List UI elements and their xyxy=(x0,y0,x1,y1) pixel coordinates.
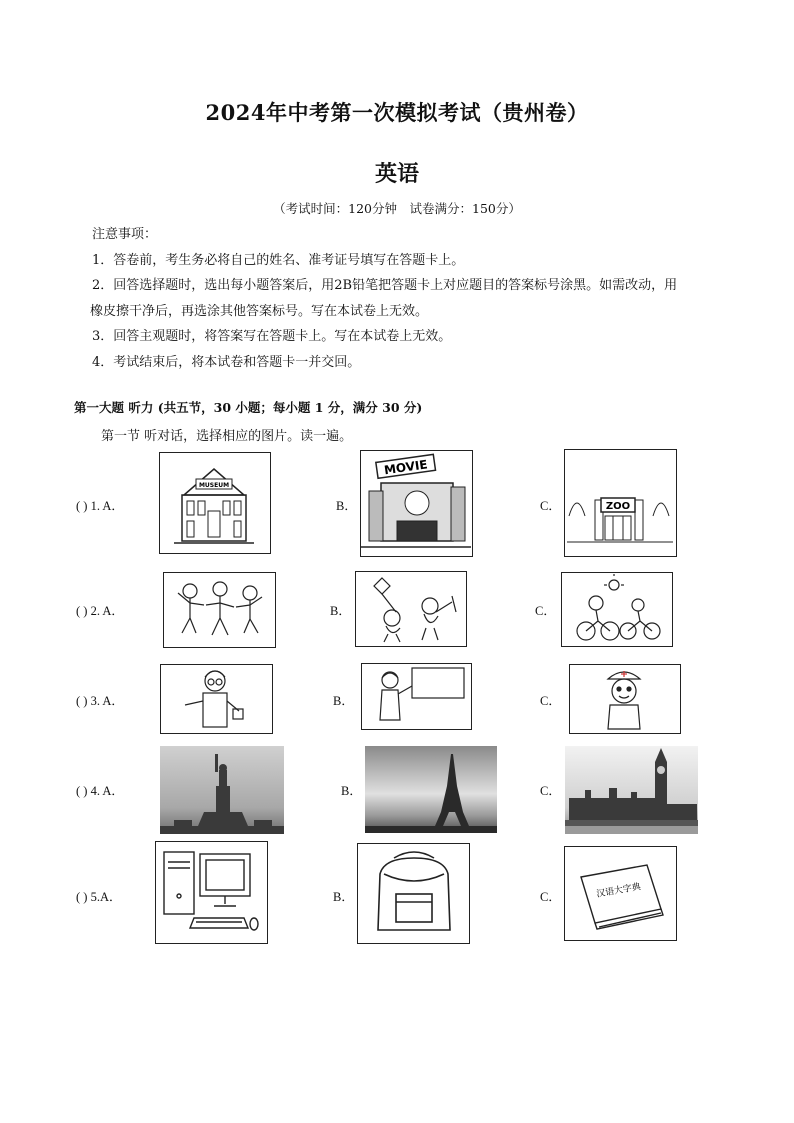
backpack-image xyxy=(357,843,470,944)
instruction-item: 1．答卷前，考生务必将自己的姓名、准考证号填写在答题卡上。 xyxy=(92,252,465,268)
instruction-item: 3．回答主观题时，将答案写在答题卡上。写在本试卷上无效。 xyxy=(92,329,452,344)
children-dancing-image xyxy=(163,572,276,648)
question-2-option-b: B． xyxy=(330,604,351,618)
museum-sign-text: MUSEUM xyxy=(198,482,230,489)
exam-title: 2024年中考第一次模拟考试（贵州卷） xyxy=(205,100,589,125)
subject-title: 英语 xyxy=(374,161,419,187)
eiffel-tower-image xyxy=(365,746,497,833)
computer-image xyxy=(155,841,268,944)
section-heading: 第一大题 听力 (共五节，30 小题；每小题 1 分，满分 30 分) xyxy=(74,400,423,415)
cinema-image xyxy=(360,450,473,557)
big-ben-image xyxy=(565,746,698,834)
exam-time-info: （考试时间：120分钟 试卷满分：150分） xyxy=(273,201,521,216)
question-3-option-b: B． xyxy=(333,694,354,708)
scientist-image xyxy=(160,664,273,734)
question-3-label: ( ) 3. A． xyxy=(76,694,124,708)
question-4-option-c: C． xyxy=(540,784,561,798)
instruction-item: 4．考试结束后，将本试卷和答题卡一并交回。 xyxy=(92,354,361,370)
question-1-option-b: B． xyxy=(336,499,357,513)
question-1-label: ( ) 1. A． xyxy=(76,499,124,513)
dictionary-image xyxy=(564,846,677,941)
question-4-label: ( ) 4. A． xyxy=(76,784,124,798)
instruction-item: 橡皮擦干净后，再选涂其他答案标号。写在本试卷上无效。 xyxy=(90,303,429,319)
question-3-option-c: C． xyxy=(540,694,561,708)
instructions xyxy=(92,222,732,375)
question-5-option-b: B． xyxy=(333,890,354,904)
instruction-item: 2．回答选择题时，选出每小题答案后，用2B铅笔把答题卡上对应题目的答案标号涂黑。如需改动，用 xyxy=(92,278,678,293)
doctor-image xyxy=(569,664,681,734)
zoo-sign-text: ZOO xyxy=(605,501,631,512)
question-2-label: ( ) 2. A． xyxy=(76,604,124,618)
question-1-option-c: C． xyxy=(540,499,561,513)
teacher-image xyxy=(361,663,472,730)
dictionary-title-text: 汉语大字典 xyxy=(595,882,642,900)
statue-of-liberty-image xyxy=(160,746,284,834)
instructions-heading: 注意事项： xyxy=(92,227,158,242)
question-5-label: ( ) 5.A． xyxy=(76,890,122,904)
riding-bikes-image xyxy=(561,572,673,647)
question-4-option-b: B． xyxy=(341,784,362,798)
section-subheading: 第一节 听对话，选择相应的图片。读一遍。 xyxy=(101,429,353,444)
museum-image xyxy=(159,452,271,554)
question-5-option-c: C． xyxy=(540,890,561,904)
question-2-option-c: C． xyxy=(535,604,556,618)
zoo-image xyxy=(564,449,677,557)
cinema-sign-text: MOVIE xyxy=(383,457,429,478)
flying-kite-image xyxy=(355,571,467,647)
